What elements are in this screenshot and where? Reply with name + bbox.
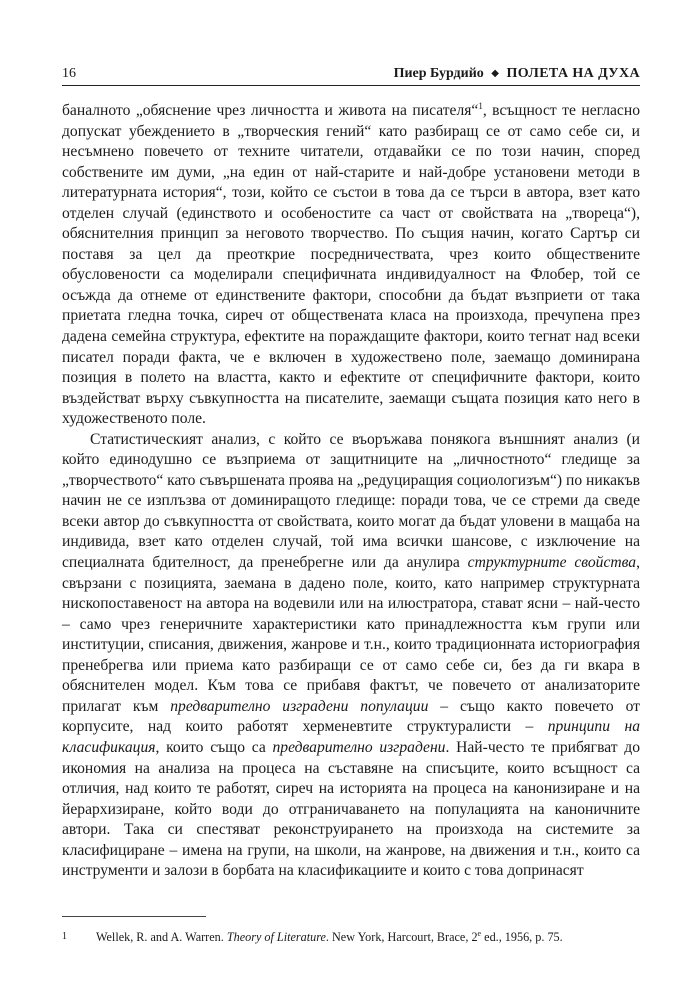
superscript-text: e <box>477 929 482 938</box>
paragraph <box>62 101 640 430</box>
text-run: . Най-често те прибягват до икономия на анализа на процеса на съставяне на списъците, които всъщност са отличия, над които те работят, сиреч на историята на процеса на канонизиране и на йерархизиране, който води до отграничаването на популацията на каноничните автори. Така си спестяват реконструирането на произхода на системите за класифициране – имена на групи, на школи, на жанрове, на движения и т.н., които са инструменти и залози в борбата на класификациите и които с това допринасят <box>62 738 641 880</box>
text-run: , които също са <box>155 738 273 756</box>
footnote-text <box>96 930 563 944</box>
header-rule <box>62 85 640 86</box>
footnote-number: 1 <box>62 931 67 942</box>
text-run: ed., 1956, p. 75. <box>481 930 563 944</box>
page-number: 16 <box>62 66 76 81</box>
italic-text: Theory of Literature <box>226 930 326 944</box>
text-run: – също както повечето от корпусите, над които работят херменевтите структуралисти – <box>62 697 640 736</box>
text-run: , свързани с позицията, заемана в дадено поле, които, като например структурната нископоставеност на автора на водевили или на илюстратора, стават ясни – най-често – само чрез генеричните характеристики като принадлежността към групи или институции, списания, движения, жанрове и т.н., които традиционната историография пренебрегва или приема като разбиращи се от само себе си, без да ги вкара в обяснителен модел. Към това се прибавя фактът, че повечето от анализаторите прилагат към <box>62 554 640 715</box>
text-run: . New York, Harcourt, Brace, 2 <box>325 930 478 944</box>
paragraph <box>62 430 640 882</box>
text-run: , всъщност те негласно допускат убеждението в „творческия гений“ като разбиращ се от само себе си, и несъмнено повечето от техните читатели, отдавайки се по този начин, според собствените им думи, „на един от най-старите и най-добре установени методи в литературната история“, този, който се състои в това да се търси в автора, взет като отделен случай (единството и особеностите са част от свойствата на „твореца“), обяснителния принцип за неговото творчество. По същия начин, когато Сартър си поставя за цел да преоткрие посредничествата, чрез които обществените обусловености са моделирали специфичната индивидуалност на Флобер, той се осъжда да отнеме от единствените фактори, способни да бъдат възприети от така приетата гледна точка, сиреч от обществената класа на произхода, пречупена през дадена семейна структура, ефектите на пораждащите фактори, които тегнат над всеки писател поради факта, че е включен в художествено поле, заемащо доминирана позиция в полето на властта, както и ефектите от специфичните фактори, които въздействат върху съвкупността на писателите, заемащи същата позиция като него в художественото поле. <box>62 102 640 428</box>
header-separator-diamond: ◆ <box>491 68 499 79</box>
italic-text: предварително изградени популации <box>170 697 429 715</box>
running-head <box>62 64 640 84</box>
italic-text: принципи на класификация <box>62 718 640 756</box>
header-author: Пиер Бурдийо <box>393 66 484 81</box>
footnote <box>62 926 640 945</box>
italic-text: структурните свойства <box>467 554 637 572</box>
text-run: Статистическият анализ, с който се въоръжава понякога външният анализ (и който единодушно се възприема от защитниците на „личностното“ гледище за „творчеството“ като съвършената проява на „редуциращия социологизъм“) по никакъв начин не се изплъзва от доминиращото гледище: поради това, че се стреми да сведе всеки автор до съвкупността от свойствата, които могат да бъдат уловени в мащаба на индивида, взет като отделен случай, той има всички шансове, с изключение на специалната бдителност, да пренебрегне или да анулира <box>62 430 640 572</box>
text-run: баналното „обяснение чрез личността и живота на писателя“ <box>62 102 479 119</box>
footnote-reference: 1 <box>478 101 483 111</box>
text-run: Wellek, R. and A. Warren. <box>96 930 227 944</box>
italic-text: предварително изградени <box>272 738 446 756</box>
footnote-rule <box>62 916 206 917</box>
header-title: ПОЛЕТА НА ДУХА <box>506 66 640 81</box>
header-book-info <box>394 64 640 84</box>
main-text <box>62 101 640 882</box>
